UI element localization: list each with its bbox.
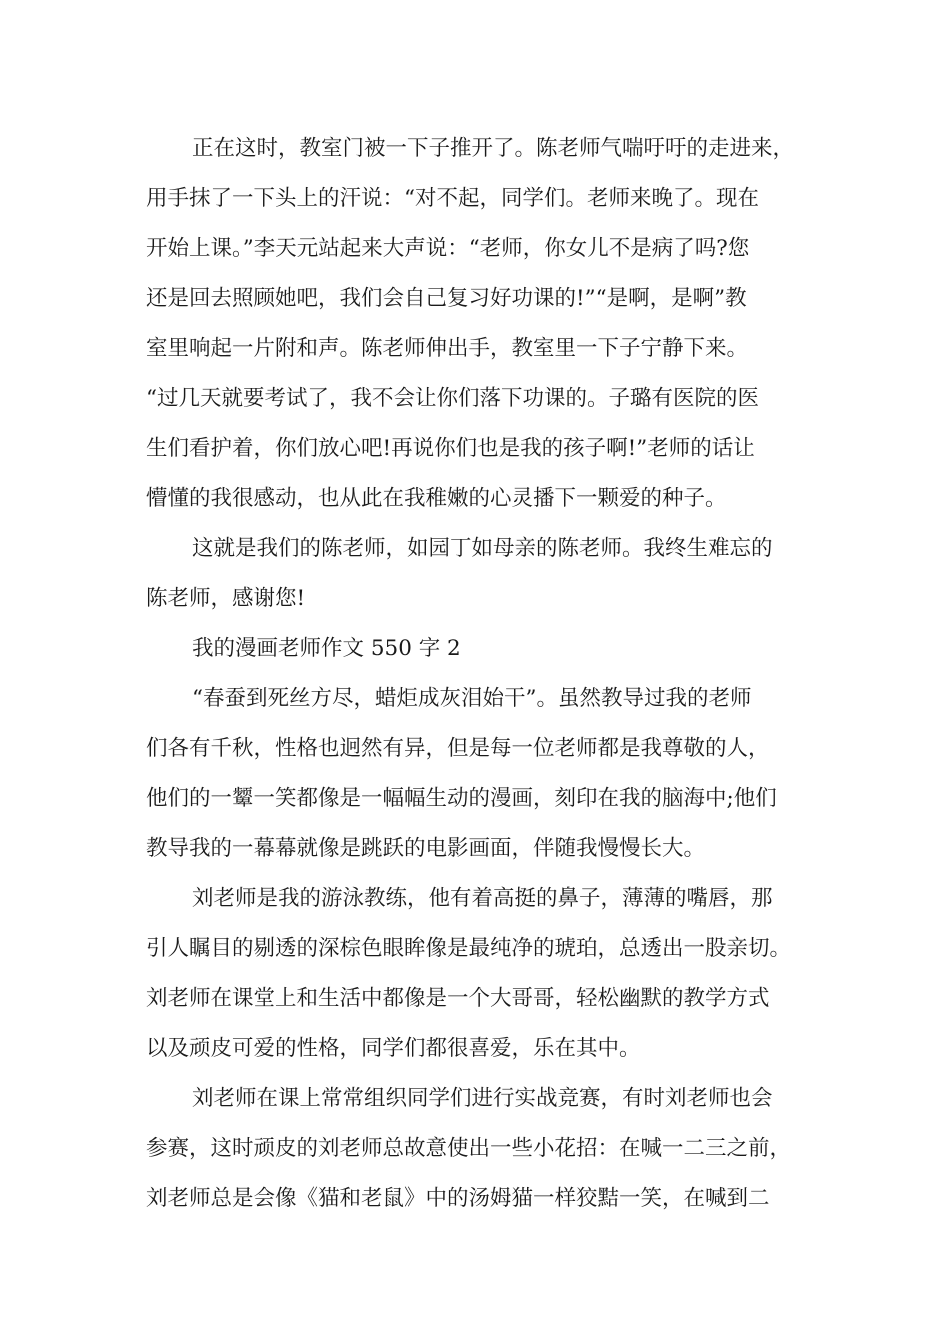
text-line: 陈老师，感谢您! xyxy=(146,586,306,611)
text-line: “春蚕到死丝方尽，蜡炬成灰泪始干”。虽然教导过我的老师 xyxy=(192,686,752,711)
section-heading: 我的漫画老师作文 550 字 2 xyxy=(192,636,461,661)
text-line: 以及顽皮可爱的性格，同学们都很喜爱，乐在其中。 xyxy=(146,1036,641,1061)
text-line: 刘老师在课堂上和生活中都像是一个大哥哥，轻松幽默的教学方式 xyxy=(146,986,770,1011)
text-line: 刘老师是我的游泳教练，他有着高挺的鼻子，薄薄的嘴唇，那 xyxy=(192,886,773,911)
text-line: 开始上课。”李天元站起来大声说：“老师，你女儿不是病了吗?您 xyxy=(146,236,750,261)
text-line: 还是回去照顾她吧，我们会自己复习好功课的!”“是啊，是啊”教 xyxy=(146,286,747,311)
text-line: 他们的一颦一笑都像是一幅幅生动的漫画，刻印在我的脑海中;他们 xyxy=(146,786,777,811)
text-line: 正在这时，教室门被一下子推开了。陈老师气喘吁吁的走进来， xyxy=(192,136,795,161)
text-line: 刘老师总是会像《猫和老鼠》中的汤姆猫一样狡黠一笑，在喊到二 xyxy=(146,1186,770,1211)
text-line: 懵懂的我很感动，也从此在我稚嫩的心灵播下一颗爱的种子。 xyxy=(146,486,727,511)
text-line: 这就是我们的陈老师，如园丁如母亲的陈老师。我终生难忘的 xyxy=(192,536,773,561)
text-line: 引人瞩目的剔透的深棕色眼眸像是最纯净的琥珀，总透出一股亲切。 xyxy=(146,936,792,961)
text-line: 用手抹了一下头上的汗说：“对不起，同学们。老师来晚了。现在 xyxy=(146,186,759,211)
text-line: 参赛，这时顽皮的刘老师总故意使出一些小花招：在喊一二三之前， xyxy=(146,1136,792,1161)
text-line: “过几天就要考试了，我不会让你们落下功课的。子璐有医院的医 xyxy=(146,386,759,411)
text-line: 室里响起一片附和声。陈老师伸出手，教室里一下子宁静下来。 xyxy=(146,336,749,361)
text-line: 生们看护着，你们放心吧!再说你们也是我的孩子啊!”老师的话让 xyxy=(146,436,755,461)
text-line: 刘老师在课上常常组织同学们进行实战竞赛，有时刘老师也会 xyxy=(192,1086,773,1111)
text-line: 们各有千秋，性格也迥然有异，但是每一位老师都是我尊敬的人， xyxy=(146,736,770,761)
text-line: 教导我的一幕幕就像是跳跃的电影画面，伴随我慢慢长大。 xyxy=(146,836,706,861)
